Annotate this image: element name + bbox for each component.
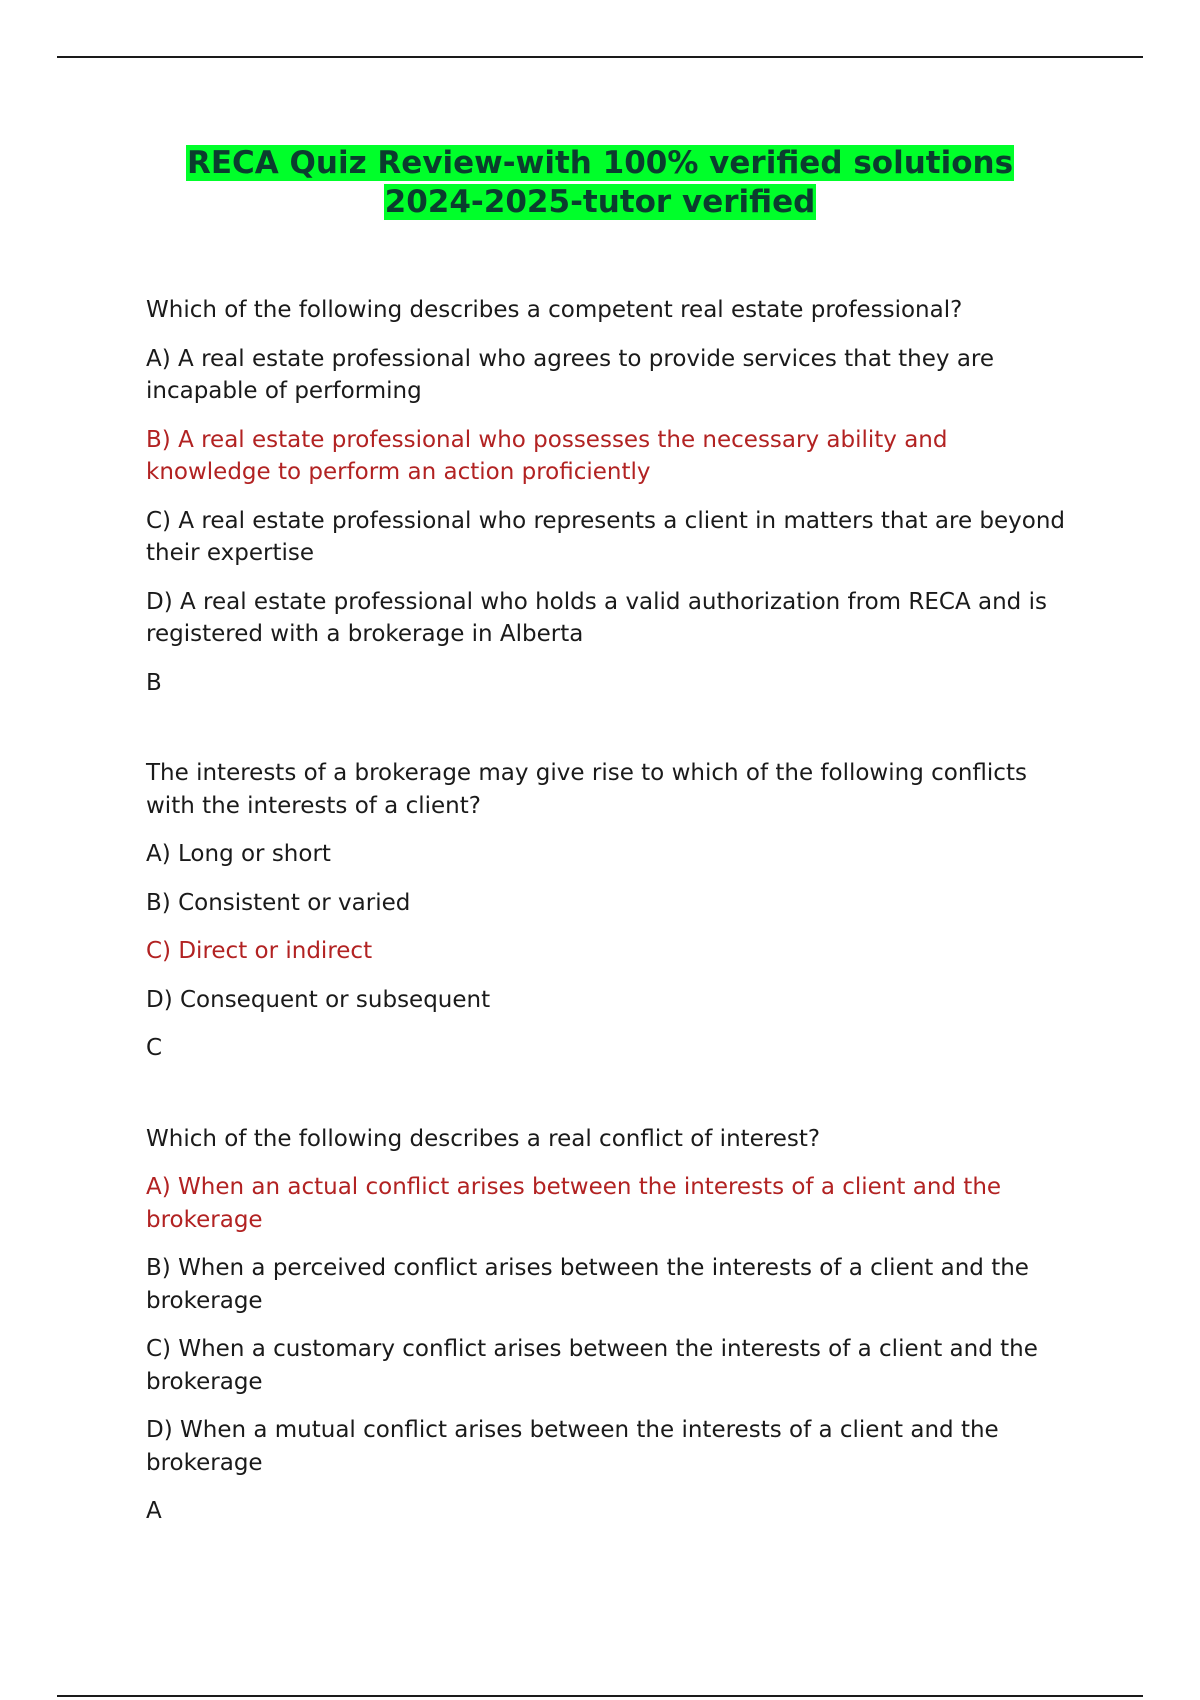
- question-block-2: [146, 757, 1066, 1065]
- quiz-content: [146, 294, 1066, 1586]
- title-line-2: 2024-2025-tutor verified: [384, 184, 816, 220]
- option-a: A) A real estate professional who agrees to provide services that they are incapable of performing: [146, 345, 995, 404]
- answer-key: B: [146, 669, 162, 696]
- option-d: D) A real estate professional who holds a valid authorization from RECA and is registered with a brokerage in Alberta: [146, 588, 1047, 647]
- option-a-correct: A) When an actual conflict arises between the interests of a client and the brokerage: [146, 1174, 1002, 1233]
- answer-key: C: [146, 1035, 163, 1061]
- question-block-1: [146, 294, 1066, 699]
- option-b-correct: B) A real estate professional who possesses the necessary ability and knowledge to perform an action proficiently: [146, 426, 948, 485]
- option-b: B) When a perceived conflict arises between the interests of a client and the brokerage: [146, 1255, 1029, 1314]
- question-text: Which of the following describes a competent real estate professional?: [146, 297, 963, 323]
- question-block-3: [146, 1123, 1066, 1528]
- question-text: The interests of a brokerage may give rise to which of the following conflicts with the interests of a client?: [146, 760, 1027, 819]
- option-c: C) When a customary conflict arises between the interests of a client and the brokerage: [146, 1336, 1038, 1395]
- top-divider: [57, 56, 1143, 58]
- document-title: [140, 144, 1060, 222]
- answer-key: A: [146, 1498, 162, 1524]
- question-text: Which of the following describes a real conflict of interest?: [146, 1125, 821, 1152]
- option-c: C) A real estate professional who represents a client in matters that are beyond their expertise: [146, 507, 1066, 566]
- option-a: A) Long or short: [146, 841, 331, 867]
- option-c-correct: C) Direct or indirect: [146, 938, 373, 964]
- option-d: D) Consequent or subsequent: [146, 986, 491, 1013]
- option-b: B) Consistent or varied: [146, 889, 411, 916]
- title-line-1: RECA Quiz Review-with 100% verified solutions: [186, 145, 1014, 181]
- bottom-divider: [57, 1695, 1143, 1697]
- option-d: D) When a mutual conflict arises between the interests of a client and the brokerage: [146, 1417, 999, 1476]
